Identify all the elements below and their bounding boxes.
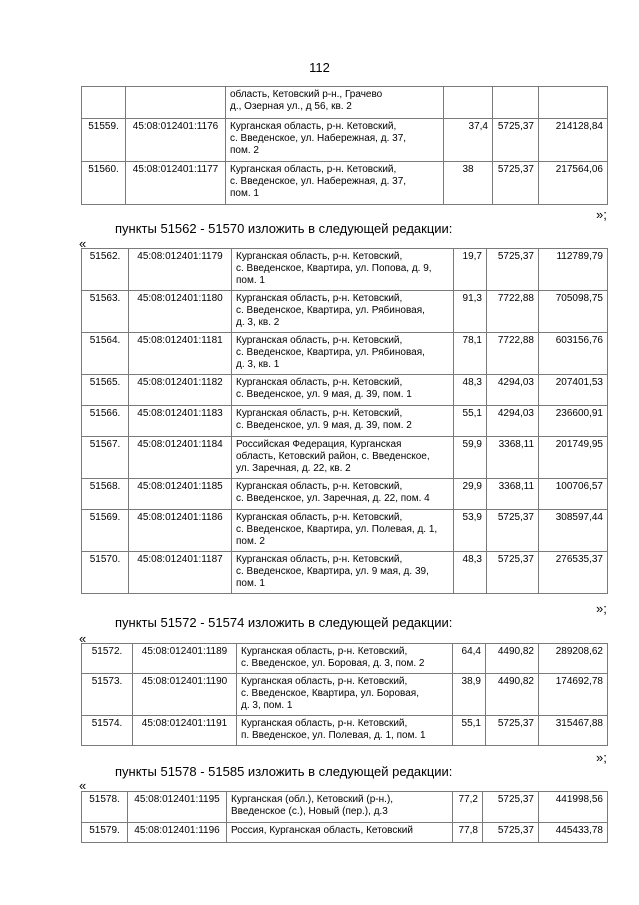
address-cell: область, Кетовский р-н., Грачево д., Озерная ул., д 56, кв. 2 [226,87,444,119]
address-cell: Курганская область, р-н. Кетовский, с. Введенское, ул. Заречная, д. 22, пом. 4 [232,479,454,510]
row-number: 51560. [82,162,126,205]
rate-cell: 5725,37 [483,823,539,843]
row-number: 51569. [82,510,129,552]
table-row [82,87,608,119]
rate-cell: 4490,82 [486,644,539,674]
value-cell: 217564,06 [539,162,608,205]
area-cell [444,87,493,119]
table-row [82,644,608,674]
rate-cell: 5725,37 [483,792,539,823]
area-cell: 55,1 [454,406,487,437]
address-cell: Российская Федерация, Курганская область, Кетовский район, с. Введенское, ул. Заречная, д. 22, кв. 2 [232,437,454,479]
table-row [82,823,608,843]
cadastral-number: 45:08:012401:1183 [129,406,232,437]
registry-table-1 [81,86,608,205]
rate-cell: 5725,37 [493,119,539,162]
value-cell: 441998,56 [539,792,608,823]
row-number: 51572. [82,644,133,674]
rate-cell: 3368,11 [487,437,539,479]
area-cell: 38,9 [453,674,486,716]
row-number: 51578. [82,792,128,823]
cadastral-number: 45:08:012401:1184 [129,437,232,479]
row-number: 51566. [82,406,129,437]
table-row [82,552,608,594]
area-cell: 19,7 [454,249,487,291]
address-cell: Россия, Курганская область, Кетовский [227,823,453,843]
page-number: 112 [309,60,330,75]
value-cell: 705098,75 [539,291,608,333]
address-cell: Курганская область, р-н. Кетовский, с. Введенское, ул. Набережная, д. 37, пом. 2 [226,119,444,162]
cadastral-number: 45:08:012401:1182 [129,375,232,406]
value-cell: 207401,53 [539,375,608,406]
rate-cell: 5725,37 [487,249,539,291]
cadastral-number: 45:08:012401:1177 [126,162,226,205]
address-cell: Курганская область, р-н. Кетовский, с. Введенское, Квартира, ул. Боровая, д. 3, пом. 1 [237,674,453,716]
rate-cell: 5725,37 [487,510,539,552]
table-row [82,716,608,746]
table-row [82,119,608,162]
instruction-text: пункты 51562 - 51570 изложить в следующей редакции: [115,221,453,236]
area-cell: 48,3 [454,375,487,406]
value-cell: 445433,78 [539,823,608,843]
table-row [82,479,608,510]
rate-cell: 4294,03 [487,406,539,437]
table-row [82,249,608,291]
value-cell: 174692,78 [539,674,608,716]
value-cell: 289208,62 [539,644,608,674]
address-cell: Курганская (обл.), Кетовский (р-н.), Введенское (с.), Новый (пер.), д.3 [227,792,453,823]
instruction-text: пункты 51572 - 51574 изложить в следующей редакции: [115,615,453,630]
area-cell: 37,4 [444,119,493,162]
registry-table-2 [81,248,608,594]
area-cell: 77,8 [453,823,483,843]
area-cell: 78,1 [454,333,487,375]
cadastral-number: 45:08:012401:1195 [128,792,227,823]
value-cell: 201749,95 [539,437,608,479]
address-cell: Курганская область, р-н. Кетовский, с. Введенское, ул. 9 мая, д. 39, пом. 1 [232,375,454,406]
instruction-text: пункты 51578 - 51585 изложить в следующей редакции: [115,764,453,779]
row-number: 51568. [82,479,129,510]
cadastral-number: 45:08:012401:1187 [129,552,232,594]
row-number: 51574. [82,716,133,746]
rate-cell: 5725,37 [486,716,539,746]
table-row [82,375,608,406]
area-cell: 53,9 [454,510,487,552]
cadastral-number: 45:08:012401:1189 [133,644,237,674]
cadastral-number: 45:08:012401:1190 [133,674,237,716]
address-cell: Курганская область, р-н. Кетовский, с. Введенское, ул. 9 мая, д. 39, пом. 2 [232,406,454,437]
address-cell: Курганская область, р-н. Кетовский, с. Введенское, Квартира, ул. 9 мая, д. 39, пом. 1 [232,552,454,594]
cadastral-number: 45:08:012401:1180 [129,291,232,333]
row-number: 51570. [82,552,129,594]
area-cell: 77,2 [453,792,483,823]
cadastral-number: 45:08:012401:1186 [129,510,232,552]
cadastral-number [126,87,226,119]
registry-table-3 [81,643,608,746]
rate-cell: 4490,82 [486,674,539,716]
value-cell: 236600,91 [539,406,608,437]
rate-cell: 5725,37 [487,552,539,594]
rate-cell: 4294,03 [487,375,539,406]
closing-quote: »; [596,601,607,616]
address-cell: Курганская область, р-н. Кетовский, с. Введенское, Квартира, ул. Рябиновая, д. 3, кв. 1 [232,333,454,375]
value-cell [539,87,608,119]
cadastral-number: 45:08:012401:1185 [129,479,232,510]
area-cell: 55,1 [453,716,486,746]
area-cell: 64,4 [453,644,486,674]
closing-quote: »; [596,750,607,765]
table-row [82,333,608,375]
address-cell: Курганская область, р-н. Кетовский, с. Введенское, ул. Боровая, д. 3, пом. 2 [237,644,453,674]
value-cell: 315467,88 [539,716,608,746]
table-row [82,437,608,479]
row-number: 51562. [82,249,129,291]
row-number: 51573. [82,674,133,716]
cadastral-number: 45:08:012401:1191 [133,716,237,746]
address-cell: Курганская область, р-н. Кетовский, с. Введенское, Квартира, ул. Попова, д. 9, пом. 1 [232,249,454,291]
cadastral-number: 45:08:012401:1176 [126,119,226,162]
address-cell: Курганская область, р-н. Кетовский, с. Введенское, Квартира, ул. Полевая, д. 1, пом. 2 [232,510,454,552]
opening-quote: « [79,236,87,251]
opening-quote: « [79,778,87,793]
address-cell: Курганская область, р-н. Кетовский, с. Введенское, Квартира, ул. Рябиновая, д. 3, кв. 2 [232,291,454,333]
rate-cell [493,87,539,119]
row-number: 51563. [82,291,129,333]
closing-quote: »; [596,207,607,222]
area-cell: 29,9 [454,479,487,510]
registry-table-4 [81,791,608,843]
rate-cell: 7722,88 [487,333,539,375]
row-number: 51579. [82,823,128,843]
value-cell: 308597,44 [539,510,608,552]
area-cell: 59,9 [454,437,487,479]
table-row [82,162,608,205]
opening-quote: « [79,631,87,646]
rate-cell: 7722,88 [487,291,539,333]
value-cell: 603156,76 [539,333,608,375]
row-number [82,87,126,119]
value-cell: 100706,57 [539,479,608,510]
table-row [82,674,608,716]
address-cell: Курганская область, р-н. Кетовский, с. Введенское, ул. Набережная, д. 37, пом. 1 [226,162,444,205]
area-cell: 38 [444,162,493,205]
table-row [82,792,608,823]
row-number: 51567. [82,437,129,479]
table-row [82,406,608,437]
cadastral-number: 45:08:012401:1179 [129,249,232,291]
cadastral-number: 45:08:012401:1181 [129,333,232,375]
cadastral-number: 45:08:012401:1196 [128,823,227,843]
value-cell: 214128,84 [539,119,608,162]
row-number: 51564. [82,333,129,375]
rate-cell: 3368,11 [487,479,539,510]
value-cell: 276535,37 [539,552,608,594]
table-row [82,291,608,333]
area-cell: 91,3 [454,291,487,333]
row-number: 51559. [82,119,126,162]
rate-cell: 5725,37 [493,162,539,205]
address-cell: Курганская область, р-н. Кетовский, п. Введенское, ул. Полевая, д. 1, пом. 1 [237,716,453,746]
value-cell: 112789,79 [539,249,608,291]
row-number: 51565. [82,375,129,406]
area-cell: 48,3 [454,552,487,594]
table-row [82,510,608,552]
